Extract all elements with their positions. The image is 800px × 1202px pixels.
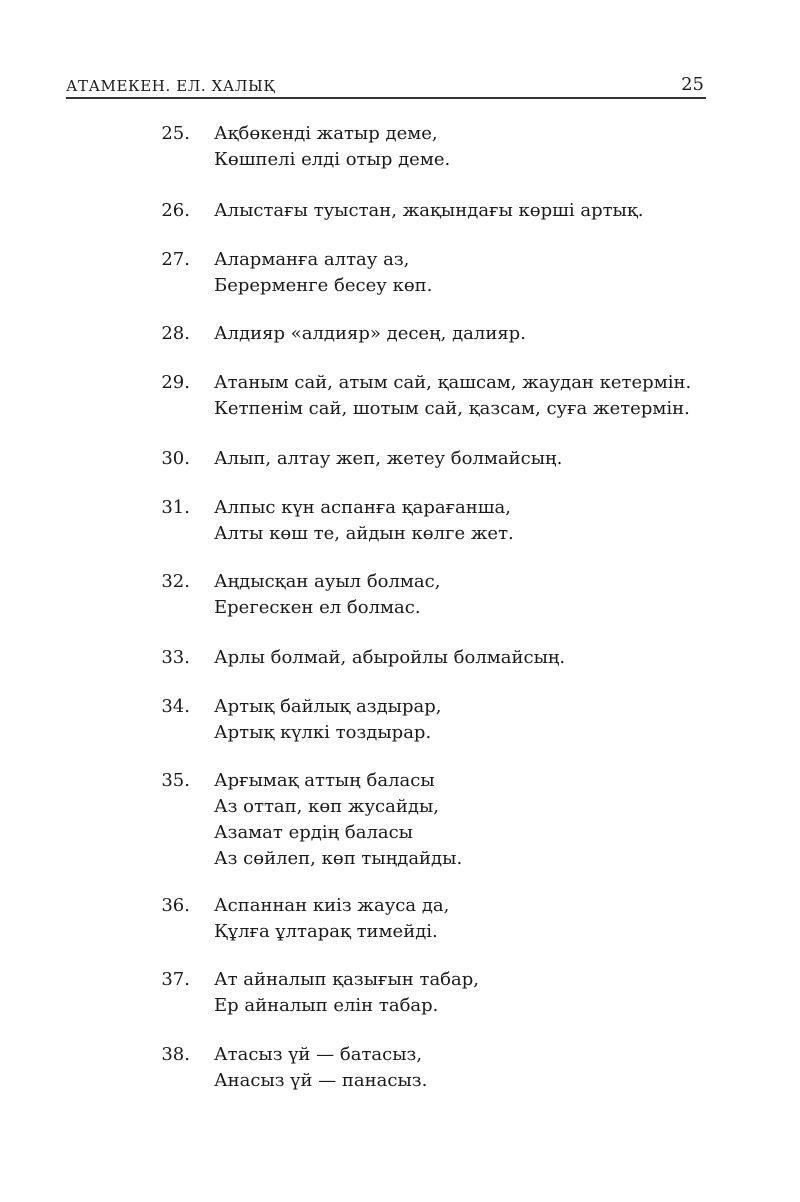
entry-number: 27.: [161, 249, 190, 270]
running-head: [66, 76, 706, 98]
entry-line: Аларманға алтау аз,: [214, 249, 410, 270]
entry-text: [214, 893, 714, 945]
entry-line: Аңдысқан ауыл болмас,: [214, 571, 441, 592]
entry-line: Арғымақ аттың баласы: [214, 770, 435, 791]
entry-number: 28.: [161, 323, 190, 344]
entry-text: [214, 967, 714, 1019]
entry-text: [214, 694, 714, 746]
entry-text: [214, 121, 714, 173]
entry-line: Ерегескен ел болмас.: [214, 597, 421, 618]
entry-number: 25.: [161, 123, 190, 144]
entry-number: 26.: [161, 200, 190, 221]
entry-line: Анасыз үй — панасыз.: [214, 1070, 428, 1091]
entry-number: 30.: [161, 448, 190, 469]
entry-line: Аз оттап, көп жусайды,: [214, 796, 439, 817]
entry-text: [214, 446, 714, 472]
entry-text: [214, 768, 714, 872]
entry-line: Кетпенім сай, шотым сай, қазсам, суға жетермін.: [214, 398, 690, 419]
entry-line: Көшпелі елді отыр деме.: [214, 149, 451, 170]
entry-text: [214, 569, 714, 621]
entry-text: [214, 198, 714, 224]
page-number: 25: [681, 74, 704, 95]
entry-line: Ат айналып қазығын табар,: [214, 969, 479, 990]
entry-line: Берерменге бесеу көп.: [214, 275, 433, 296]
entry-line: Алпыс күн аспанға қарағанша,: [214, 497, 511, 518]
entry-text: [214, 370, 714, 422]
entry-line: Алты көш те, айдын көлге жет.: [214, 523, 514, 544]
entry-text: [214, 321, 714, 347]
entry-line: Артық күлкі тоздырар.: [214, 722, 432, 743]
entry-line: Алыстағы туыстан, жақындағы көрші артық.: [214, 200, 644, 221]
entry-line: Атаным сай, атым сай, қашсам, жаудан кетермін.: [214, 372, 692, 393]
entry-line: Аспаннан киіз жауса да,: [214, 895, 450, 916]
entry-text: [214, 645, 714, 671]
entry-line: Ер айналып елін табар.: [214, 995, 439, 1016]
entry-line: Арлы болмай, абыройлы болмайсың.: [214, 647, 566, 668]
entry-line: Аз сөйлеп, көп тыңдайды.: [214, 848, 463, 869]
entry-line: Құлға ұлтарақ тимейді.: [214, 921, 438, 942]
entry-number: 29.: [161, 372, 190, 393]
entry-number: 38.: [161, 1044, 190, 1065]
entry-line: Артық байлық аздырар,: [214, 696, 442, 717]
running-head-title: АТАМЕКЕН. ЕЛ. ХАЛЫҚ: [66, 77, 276, 95]
entry-number: 32.: [161, 571, 190, 592]
entry-line: Азамат ердің баласы: [214, 822, 414, 843]
entry-text: [214, 247, 714, 299]
entry-number: 33.: [161, 647, 190, 668]
entry-line: Атасыз үй — батасыз,: [214, 1044, 423, 1065]
entry-number: 31.: [161, 497, 190, 518]
entry-text: [214, 1042, 714, 1094]
entry-line: Ақбөкенді жатыр деме,: [214, 123, 438, 144]
header-rule: [66, 97, 706, 99]
entry-number: 37.: [161, 969, 190, 990]
entry-number: 36.: [161, 895, 190, 916]
entry-line: Алдияр «алдияр» десең, далияр.: [214, 323, 526, 344]
entry-number: 34.: [161, 696, 190, 717]
entry-text: [214, 495, 714, 547]
entry-line: Алып, алтау жеп, жетеу болмайсың.: [214, 448, 563, 469]
entry-number: 35.: [161, 770, 190, 791]
